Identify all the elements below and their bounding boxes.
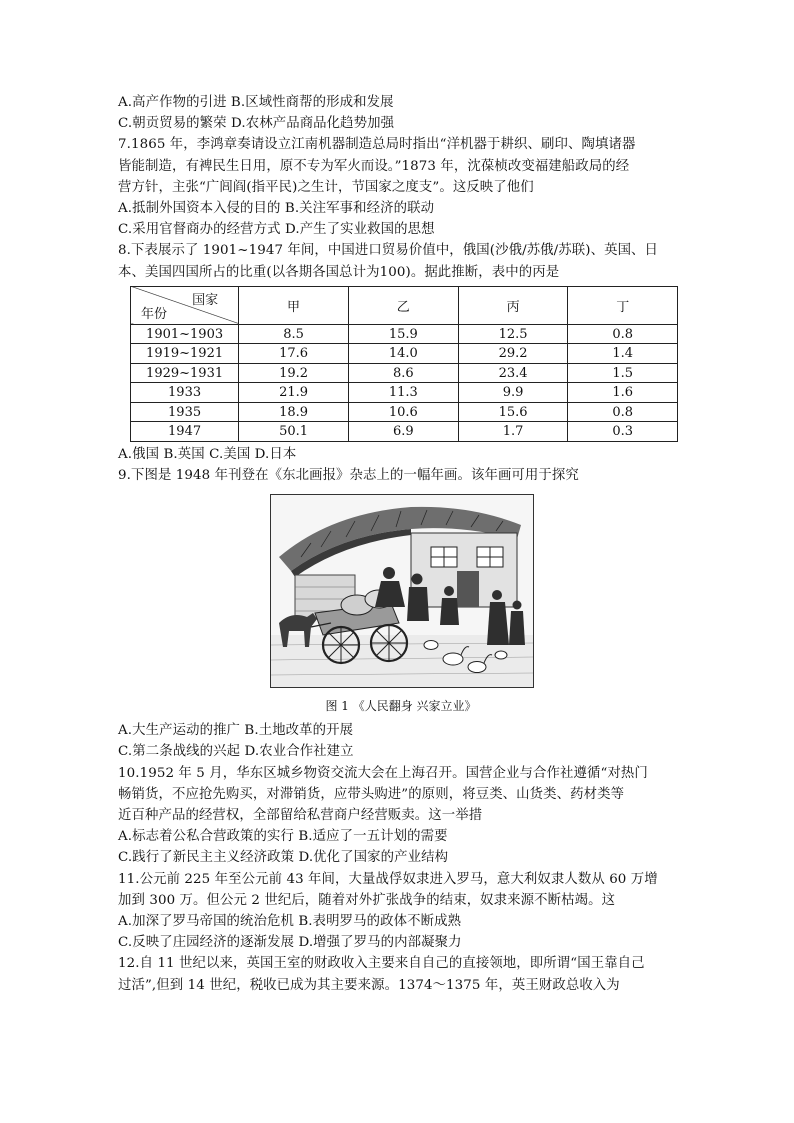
text-line: 本、美国四国所占的比重(以各期各国总计为100)。据此推断，表中的丙是 [118,264,560,280]
new-year-painting-figure [270,494,532,714]
table-cell: 18.9 [239,402,349,422]
text-line: 9.下图是 1948 年刊登在《东北画报》杂志上的一幅年画。该年画可用于探究 [118,468,579,484]
table-cell: 12.5 [458,324,568,344]
table-row [131,402,678,422]
table-cell: 1.4 [568,344,678,364]
table-cell: 1.5 [568,363,678,383]
row-year: 1933 [131,383,239,403]
text-line: A.高产作物的引进 B.区域性商帮的形成和发展 [118,95,394,110]
table-cell: 23.4 [458,363,568,383]
table-row [131,344,678,364]
table-header-row [131,286,678,324]
row-year: 1947 [131,422,239,442]
column-header: 乙 [348,286,458,324]
table-cell: 8.5 [239,324,349,344]
text-line: 10.1952 年 5 月，华东区城乡物资交流大会在上海召开。国营企业与合作社遵循“对热门 [118,765,648,781]
text-line: A.抵制外国资本入侵的目的 B.关注军事和经济的联动 [118,201,435,217]
text-block-mid [118,444,678,486]
text-line: C.践行了新民主主义经济政策 D.优化了国家的产业结构 [118,850,449,866]
text-line: C.第二条战线的兴起 D.农业合作社建立 [118,744,354,760]
row-year: 1929~1931 [131,363,239,383]
text-line: 8.下表展示了 1901~1947 年间，中国进口贸易价值中，俄国(沙俄/苏俄/苏联)、英国、日 [118,243,659,259]
table-cell: 11.3 [348,383,458,403]
table-cell: 0.8 [568,402,678,422]
text-line: A.大生产运动的推广 B.土地改革的开展 [118,723,354,739]
table-cell: 29.2 [458,344,568,364]
text-line: A.标志着公私合营政策的实行 B.适应了一五计划的需要 [118,829,448,845]
text-line: C.反映了庄园经济的逐渐发展 D.增强了罗马的内部凝聚力 [118,935,462,951]
text-line: 过活”,但到 14 世纪，税收已成为其主要来源。1374～1375 年，英王财政总收入为 [118,977,620,993]
table-cell: 15.9 [348,324,458,344]
table-cell: 0.3 [568,422,678,442]
table-cell: 1.7 [458,422,568,442]
table-row [131,422,678,442]
text-line: A.加深了罗马帝国的统治危机 B.表明罗马的政体不断成熟 [118,914,462,930]
table-cell: 14.0 [348,344,458,364]
text-line: C.采用官督商办的经营方式 D.产生了实业救国的思想 [118,222,435,238]
table-cell: 17.6 [239,344,349,364]
text-line: 12.自 11 世纪以来，英国王室的财政收入主要来自自己的直接领地，即所谓“国王靠自己 [118,956,645,972]
text-line: 加到 300 万。但公元 2 世纪后，随着对外扩张战争的结束，奴隶来源不断枯竭。这 [118,892,616,908]
table-row [131,324,678,344]
table-row [131,363,678,383]
table-cell: 19.2 [239,363,349,383]
table-cell: 50.1 [239,422,349,442]
table-cell: 10.6 [348,402,458,422]
column-header: 丁 [568,286,678,324]
text-line: 营方针，主张“广闾阎(指平民)之生计，节国家之度支”。这反映了他们 [118,179,534,195]
text-line: 11.公元前 225 年至公元前 43 年间，大量战俘奴隶进入罗马，意大利奴隶人数从 60 万增 [118,871,658,887]
table-row [131,383,678,403]
text-line: 7.1865 年，李鸿章奏请设立江南机器制造总局时指出“洋机器于耕织、刷印、陶填诸器 [118,137,636,153]
header-country: 国家 [192,292,219,308]
table-cell: 0.8 [568,324,678,344]
text-line: A.俄国 B.英国 C.美国 D.日本 [118,446,297,462]
table-cell: 15.6 [458,402,568,422]
table-cell: 9.9 [458,383,568,403]
column-header: 丙 [458,286,568,324]
text-block-top [118,92,678,283]
table-cell: 6.9 [348,422,458,442]
text-block-bottom [118,720,678,996]
table-cell: 8.6 [348,363,458,383]
import-share-table [130,286,678,442]
row-year: 1919~1921 [131,344,239,364]
table-cell: 1.6 [568,383,678,403]
row-year: 1935 [131,402,239,422]
figure-caption: 图 1 《人民翻身 兴家立业》 [325,699,477,714]
woodcut-illustration [270,494,534,688]
column-header: 甲 [239,286,349,324]
row-year: 1901~1903 [131,324,239,344]
text-line: 近百种产品的经营权，全部留给私营商户经营贩卖。这一举措 [118,808,483,824]
header-year: 年份 [141,306,168,322]
exam-page [118,92,678,996]
table-diagonal-header [131,286,239,324]
text-line: 畅销货，不应抢先购买，对滞销货，应带头购进”的原则，将豆类、山货类、药材类等 [118,786,625,802]
text-line: 皆能制造，有裨民生日用，原不专为军火而设。”1873 年，沈葆桢改变福建船政局的经 [118,158,630,174]
table-cell: 21.9 [239,383,349,403]
text-line: C.朝贡贸易的繁荣 D.农林产品商品化趋势加强 [118,116,395,132]
